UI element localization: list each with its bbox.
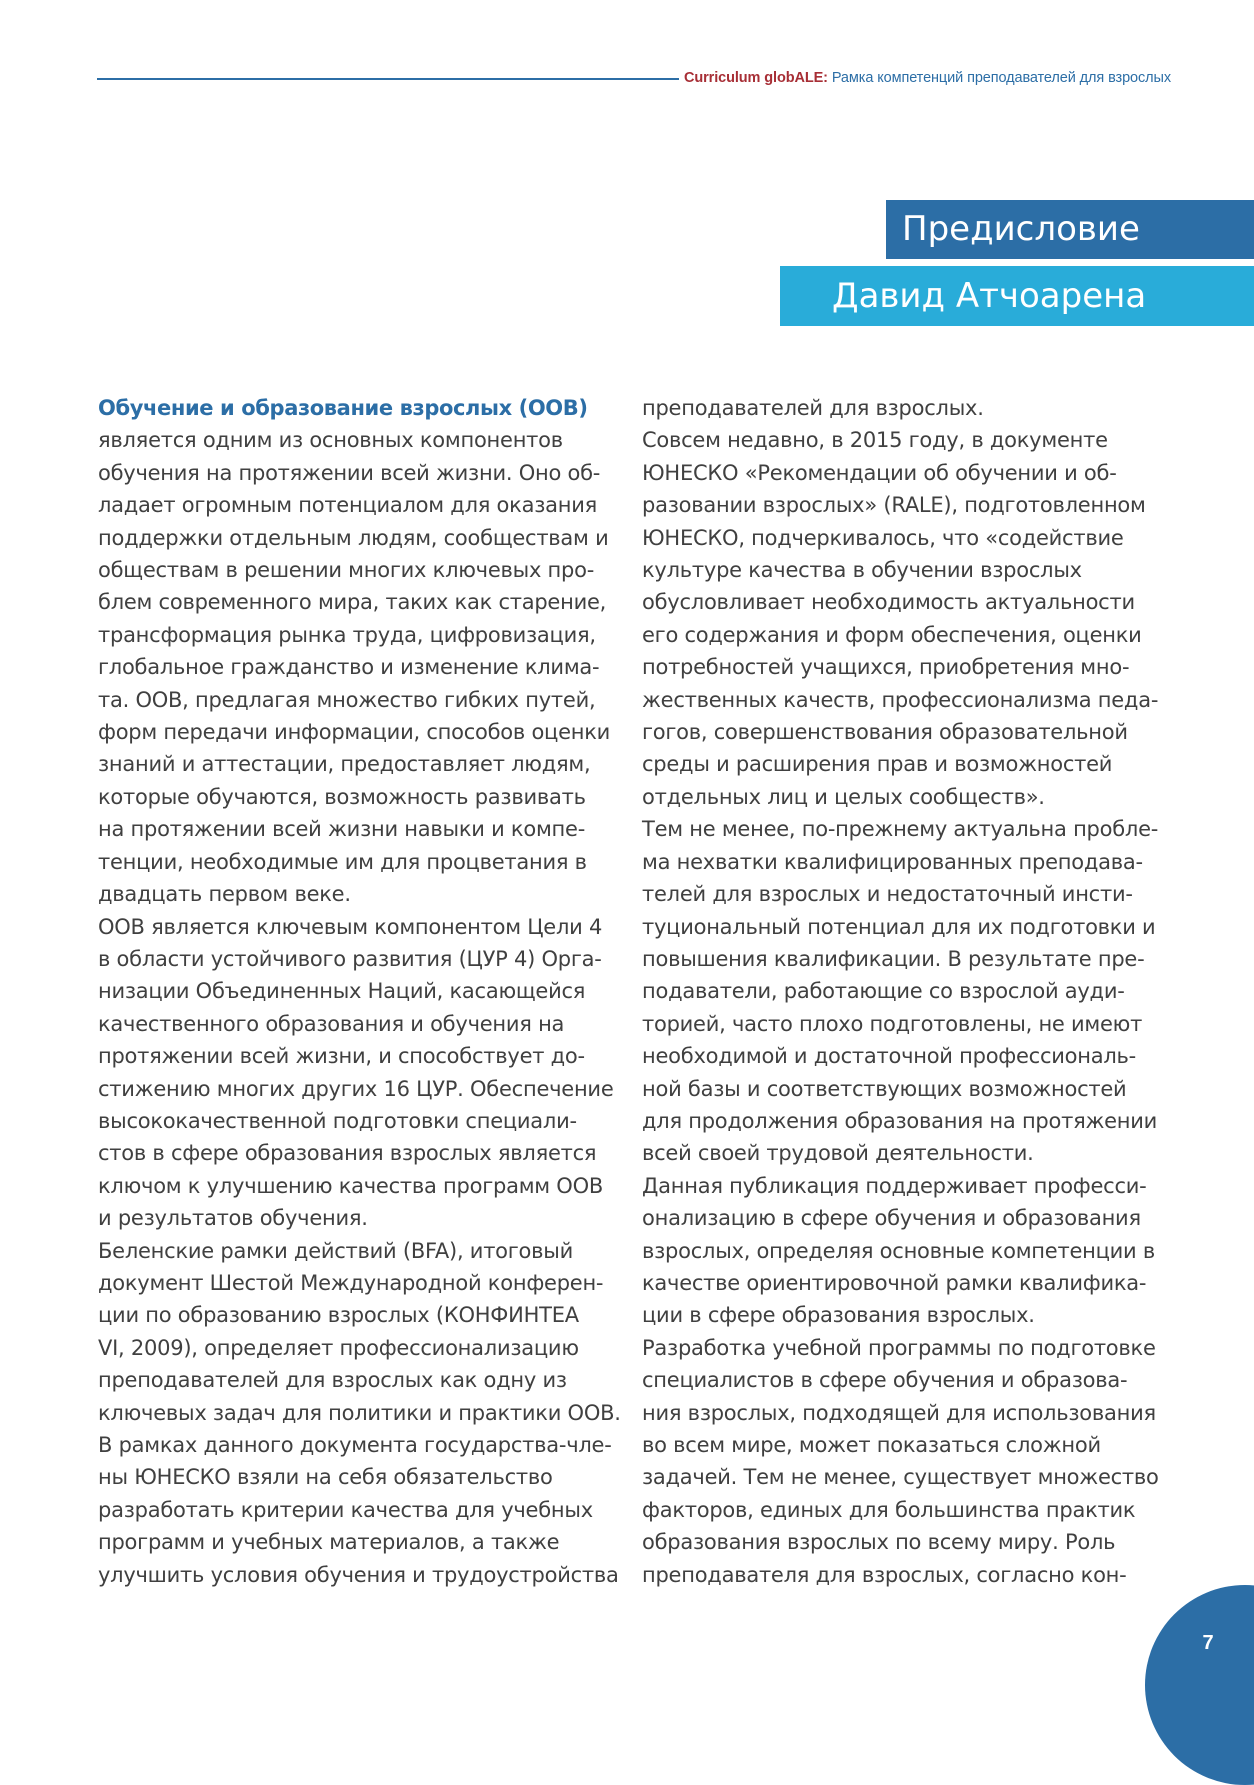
author-title-bar (780, 266, 1254, 326)
page-number: 7 (1202, 1632, 1214, 1654)
text-line: документ Шестой Международной конферен- (98, 1270, 604, 1295)
text-line: трансформация рынка труда, цифровизация, (98, 622, 596, 647)
header-brand: Curriculum globALE: (684, 70, 828, 86)
text-line: стижению многих других 16 ЦУР. Обеспечение (98, 1076, 614, 1101)
text-line: подаватели, работающие со взрослой ауди- (642, 979, 1125, 1004)
text-line: В рамках данного документа государства-чле- (98, 1433, 612, 1457)
text-line: среды и расширения прав и возможностей (642, 752, 1113, 777)
right-column (642, 392, 1162, 1591)
text-line: ладает огромным потенциалом для оказания (98, 493, 597, 518)
text-line: всей своей трудовой деятельности. (642, 1141, 1034, 1166)
text-line: ции в сфере образования взрослых. (642, 1303, 1035, 1328)
text-line: онализацию в сфере обучения и образования (642, 1206, 1141, 1231)
text-line: Беленские рамки действий (BFA), итоговый (98, 1238, 574, 1263)
text-line: разовании взрослых» (RALE), подготовленном (642, 493, 1146, 518)
text-line: его содержания и форм обеспечения, оценки (642, 622, 1142, 647)
text-line: двадцать первом веке. (98, 882, 351, 907)
text-line: телей для взрослых и недостаточный инсти- (642, 882, 1133, 907)
page-number-badge (1145, 1585, 1254, 1785)
text-line: ключом к улучшению качества программ ООВ (98, 1173, 604, 1198)
text-line: VI, 2009), определяет профессионализацию (98, 1335, 579, 1360)
text-line: потребностей учащихся, приобретения мно- (642, 655, 1130, 680)
text-line: в области устойчивого развития (ЦУР 4) Орга- (98, 946, 602, 971)
text-line: программ и учебных материалов, а также (98, 1530, 560, 1555)
header-title (684, 70, 1171, 86)
text-line: знаний и аттестации, предоставляет людям, (98, 752, 591, 777)
lead-heading: Обучение и образование взрослых (ООВ) (98, 396, 588, 420)
text-line: специалистов в сфере обучения и образова- (642, 1368, 1128, 1393)
text-line: ной базы и соответствующих возможностей (642, 1076, 1127, 1101)
text-line: Тем не менее, по-прежнему актуальна пробле- (642, 817, 1159, 842)
text-line: качестве ориентировочной рамки квалифика- (642, 1270, 1147, 1295)
header-rule (97, 78, 679, 80)
text-line: образования взрослых по всему миру. Роль (642, 1530, 1116, 1555)
header-subtitle: Рамка компетенций преподавателей для взрослых (827, 70, 1171, 86)
text-line: необходимой и достаточной профессиональ- (642, 1044, 1136, 1069)
section-title: Предисловие (902, 209, 1140, 249)
text-line: ЮНЕСКО «Рекомендации об обучении и об- (642, 460, 1117, 485)
text-line: качественного образования и обучения на (98, 1011, 565, 1036)
text-line: гогов, совершенствования образовательной (642, 720, 1128, 745)
text-line: на протяжении всей жизни навыки и компе- (98, 817, 586, 842)
text-line: преподавателей для взрослых. (642, 396, 984, 420)
text-line: ООВ является ключевым компонентом Цели 4 (98, 914, 603, 939)
text-line: ЮНЕСКО, подчеркивалось, что «содействие (642, 525, 1124, 550)
text-line: для продолжения образования на протяжении (642, 1108, 1158, 1133)
text-line: преподавателя для взрослых, согласно кон- (642, 1562, 1127, 1587)
text-line: культуре качества в обучении взрослых (642, 558, 1082, 583)
text-line: ции по образованию взрослых (КОНФИНТЕА (98, 1303, 579, 1328)
text-line: высококачественной подготовки специали- (98, 1108, 577, 1133)
left-column-text (98, 424, 628, 1591)
text-line: Данная публикация поддерживает професси- (642, 1173, 1147, 1198)
text-line: улучшить условия обучения и трудоустройства (98, 1562, 619, 1587)
text-line: обучения на протяжении всей жизни. Оно об- (98, 460, 601, 485)
text-line: обществам в решении многих ключевых про- (98, 558, 595, 583)
text-line: жественных качеств, профессионализма педа- (642, 687, 1159, 712)
author-name: Давид Атчоарена (832, 276, 1147, 316)
text-line: стов в сфере образования взрослых является (98, 1141, 597, 1166)
text-line: задачей. Тем не менее, существует множество (642, 1465, 1159, 1490)
text-line: ма нехватки квалифицированных преподава- (642, 849, 1143, 874)
text-line: ключевых задач для политики и практики ООВ. (98, 1400, 621, 1425)
text-line: тенции, необходимые им для процветания в (98, 849, 587, 874)
text-line: взрослых, определяя основные компетенции в (642, 1238, 1155, 1263)
text-line: во всем мире, может показаться сложной (642, 1433, 1101, 1457)
text-line: преподавателей для взрослых как одну из (98, 1368, 567, 1393)
text-line: ны ЮНЕСКО взяли на себя обязательство (98, 1465, 553, 1490)
text-line: факторов, единых для большинства практик (642, 1497, 1136, 1522)
text-line: разработать критерии качества для учебных (98, 1497, 593, 1522)
text-line: блем современного мира, таких как старение, (98, 590, 607, 615)
section-title-bar (886, 200, 1254, 259)
text-line: и результатов обучения. (98, 1206, 368, 1231)
left-column (98, 392, 628, 1591)
text-line: является одним из основных компонентов (98, 428, 563, 453)
text-line: повышения квалификации. В результате пре- (642, 946, 1145, 971)
text-line: туциональный потенциал для их подготовки и (642, 914, 1156, 939)
text-line: поддержки отдельным людям, сообществам и (98, 525, 609, 550)
text-line: глобальное гражданство и изменение клима- (98, 655, 600, 680)
text-line: низации Объединенных Наций, касающейся (98, 979, 586, 1004)
text-line: Совсем недавно, в 2015 году, в документе (642, 428, 1108, 453)
text-line: та. ООВ, предлагая множество гибких путей, (98, 687, 596, 712)
text-line: Разработка учебной программы по подготовке (642, 1335, 1156, 1360)
text-line: обусловливает необходимость актуальности (642, 590, 1135, 615)
text-line: протяжении всей жизни, и способствует до- (98, 1044, 585, 1069)
text-line: ния взрослых, подходящей для использования (642, 1400, 1156, 1425)
text-line: торией, часто плохо подготовлены, не имеют (642, 1011, 1143, 1036)
right-column-text (642, 392, 1162, 1591)
text-line: форм передачи информации, способов оценки (98, 720, 611, 745)
text-line: которые обучаются, возможность развивать (98, 784, 586, 809)
text-line: отдельных лиц и целых сообществ». (642, 784, 1045, 809)
